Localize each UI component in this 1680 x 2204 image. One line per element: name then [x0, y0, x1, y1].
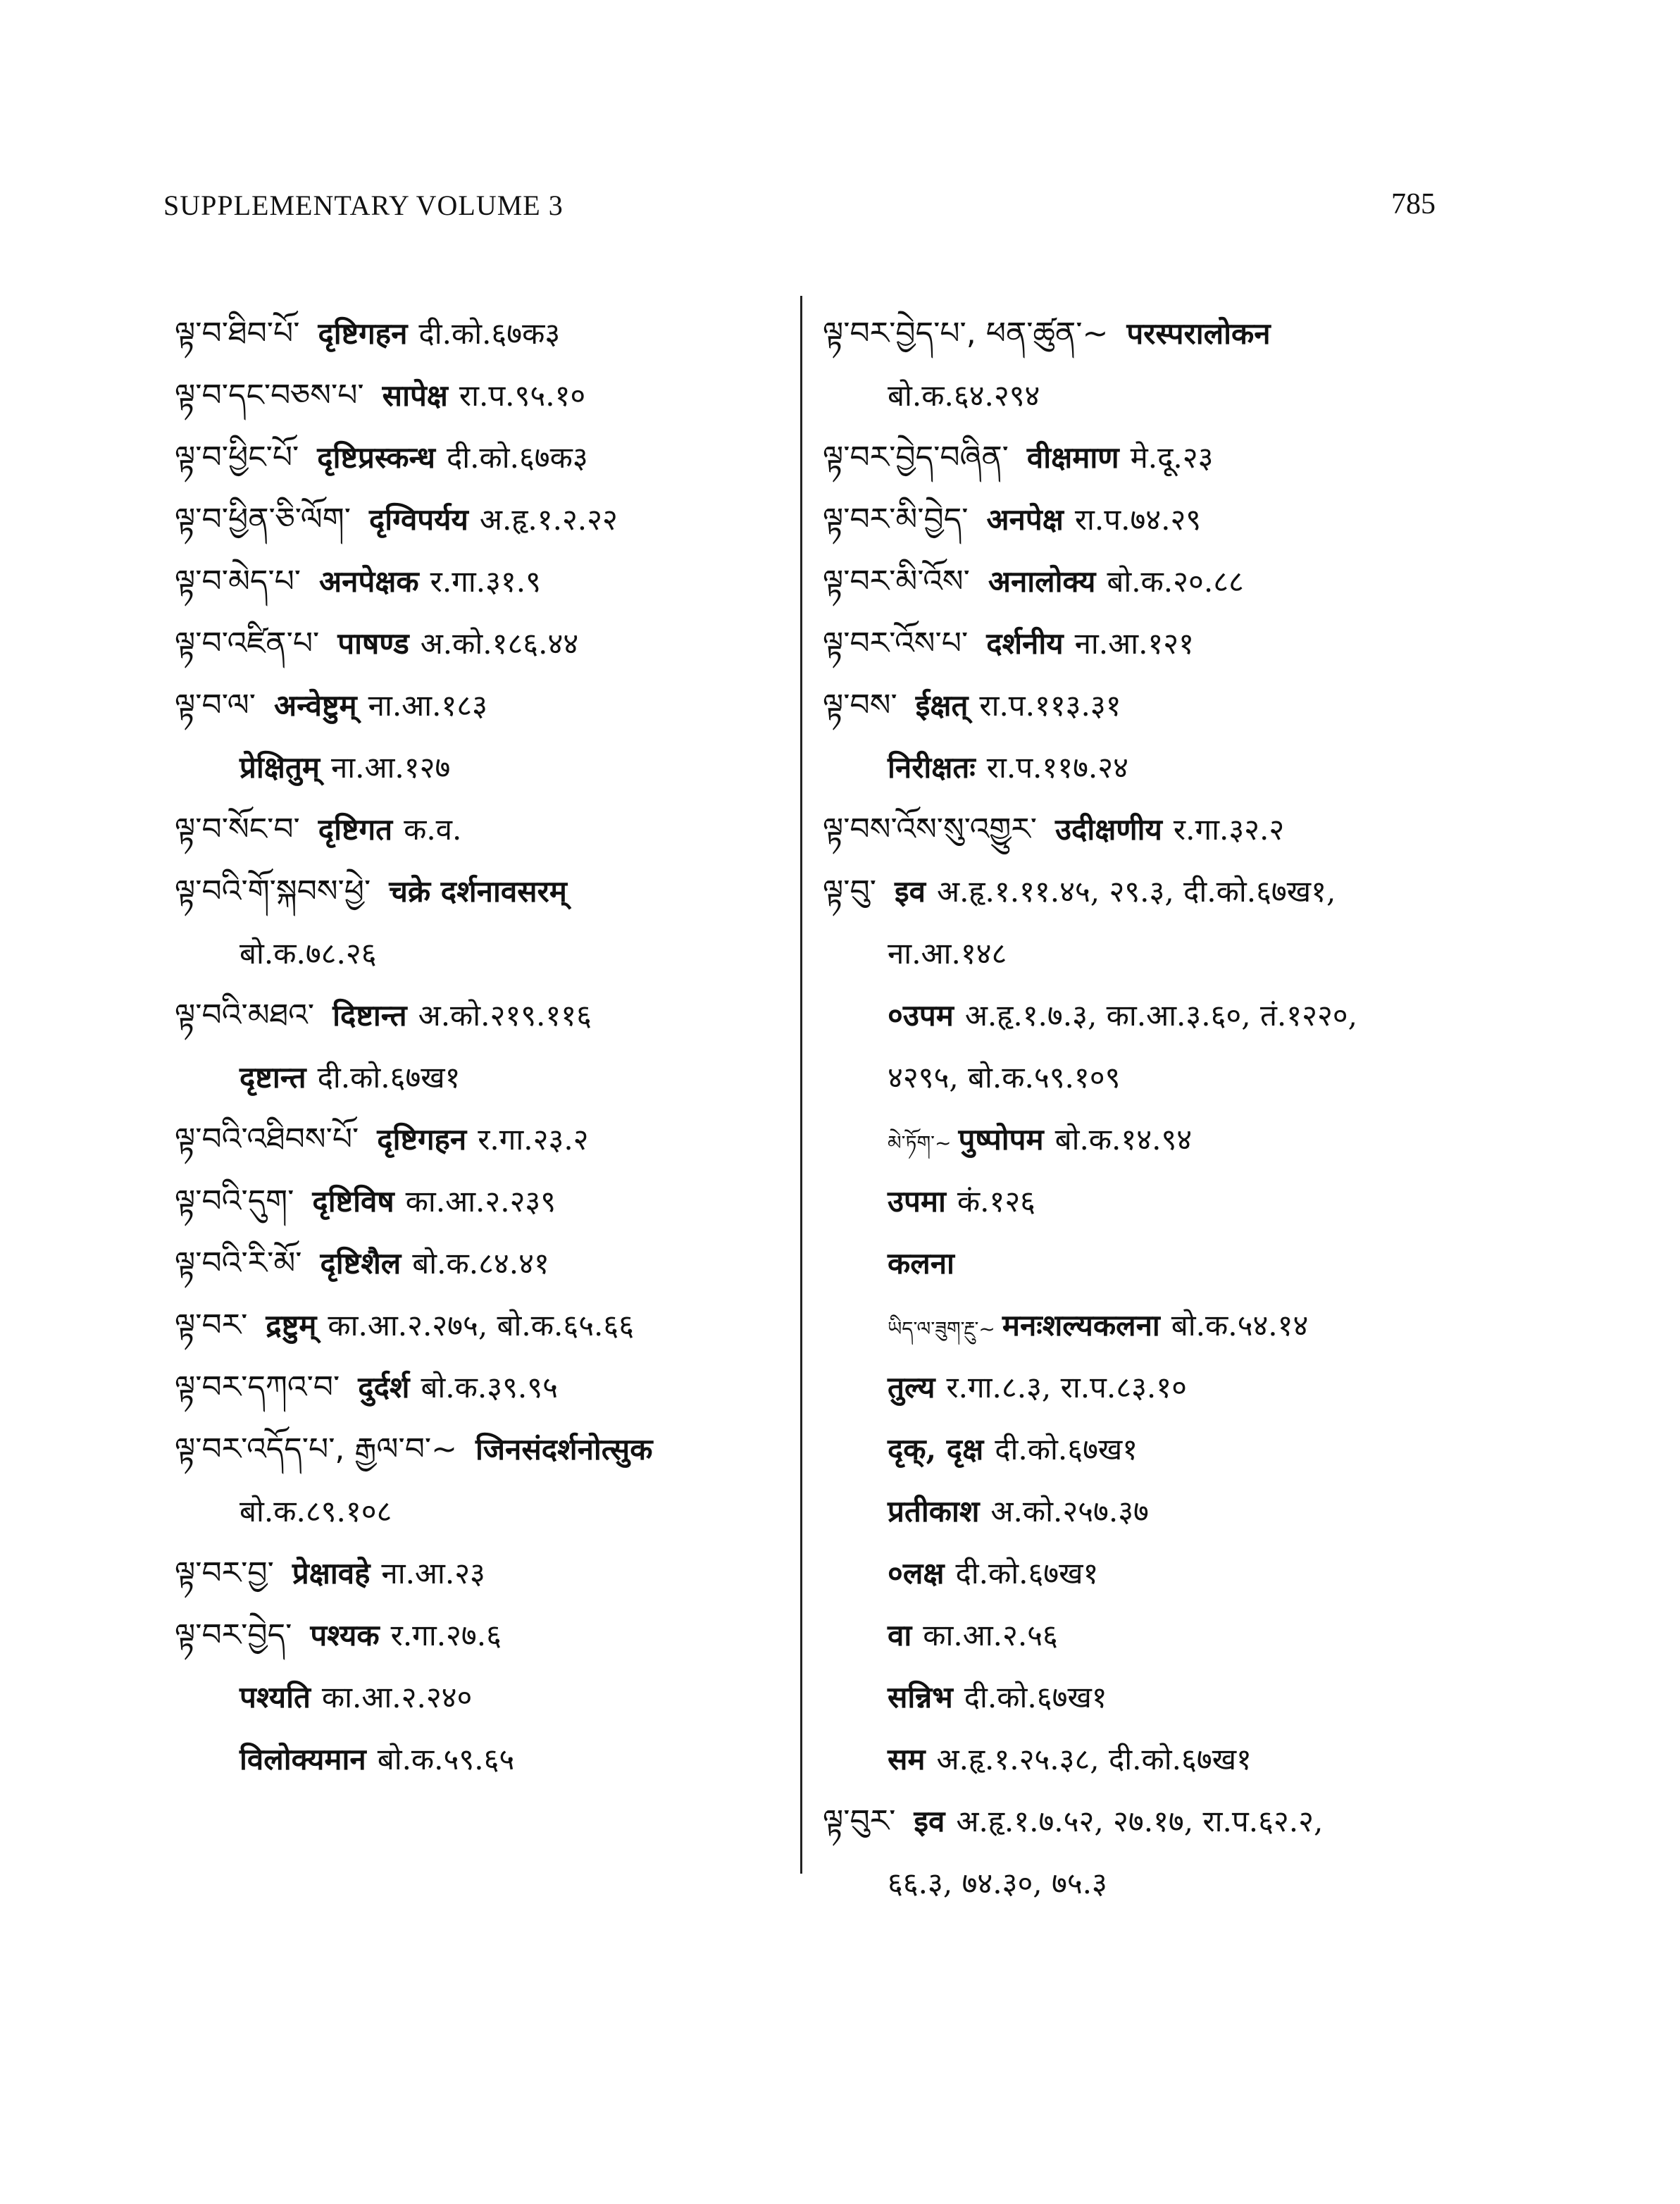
sanskrit-term: इव [914, 1804, 945, 1838]
sanskrit-term: दृष्टिगहन [318, 316, 408, 351]
dictionary-entry [175, 427, 780, 489]
dictionary-entry [823, 1419, 1499, 1481]
source-reference: दी.को.६७क३ [418, 316, 561, 351]
dictionary-entry [823, 1047, 1499, 1109]
sanskrit-term: दर्शनीय [986, 626, 1064, 661]
sanskrit-term: पश्यति [239, 1680, 311, 1714]
sanskrit-term: अनपेक्ष [986, 502, 1064, 537]
sanskrit-term: पश्यक [310, 1618, 380, 1652]
dictionary-entry [823, 427, 1499, 489]
source-reference: का.आ.२.२३९ [405, 1184, 556, 1219]
dictionary-entry [175, 675, 780, 737]
right-column [823, 303, 1499, 1915]
source-reference: बो.क.३९.९५ [421, 1370, 558, 1405]
dictionary-entry [175, 551, 780, 613]
dictionary-entry [823, 1171, 1499, 1233]
sanskrit-term: दृक्, दृक्ष [888, 1432, 984, 1467]
tibetan-headword: ལྟ་བའི་གོ་སྐབས་ཕྱེ་ [175, 873, 371, 909]
sanskrit-term: पुष्पोपम [958, 1122, 1044, 1157]
dictionary-entry [175, 1543, 780, 1605]
tibetan-headword: ལྟ་བའི་མཐའ་ [175, 997, 315, 1033]
dictionary-entry [823, 1481, 1499, 1543]
dictionary-entry [823, 303, 1499, 365]
dictionary-entry [823, 1667, 1499, 1729]
dictionary-entry [175, 737, 780, 799]
dictionary-entry [823, 985, 1499, 1047]
tibetan-headword: ལྟ་བར་བྱེད་པ་, ཕན་ཚུན་~ [823, 316, 1109, 351]
sanskrit-term: वीक्षमाण [1026, 440, 1119, 475]
sanskrit-term: तुल्य [888, 1370, 935, 1405]
tibetan-headword: ལྟ་བར་འདོད་པ་, རྒྱལ་བ་~ [175, 1431, 457, 1467]
dictionary-entry [823, 1543, 1499, 1605]
tibetan-headword: ལྟ་བུར་ [823, 1803, 896, 1839]
source-reference: र.गा.८.३, रा.प.८३.१० [946, 1370, 1187, 1405]
source-reference: ना.आ.१२१ [1074, 626, 1194, 661]
source-reference: मे.दू.२३ [1130, 440, 1214, 475]
dictionary-entry [823, 1233, 1499, 1295]
source-reference: अ.हृ.१.२५.३८, दी.को.६७ख१ [936, 1742, 1252, 1776]
sanskrit-term: दिष्टान्त [332, 998, 407, 1033]
source-reference: र.गा.३२.२ [1173, 812, 1285, 847]
dictionary-entry [175, 1233, 780, 1295]
dictionary-entry [823, 1729, 1499, 1791]
source-reference: ना.आ.१४८ [888, 936, 1007, 971]
sanskrit-term: दुर्दर्श [358, 1370, 410, 1405]
dictionary-entry [175, 1047, 780, 1109]
sanskrit-term: वा [888, 1618, 912, 1652]
sanskrit-term: दृष्टिशैल [320, 1246, 402, 1281]
tibetan-headword: ལྟ་བ་ཕྱིན་ཅི་ལོག་ [175, 502, 351, 537]
source-reference: र.गा.३१.९ [430, 564, 541, 599]
dictionary-entry [175, 1419, 780, 1481]
dictionary-entry [175, 613, 780, 675]
source-reference: दी.को.६७ख१ [964, 1680, 1107, 1714]
running-header: SUPPLEMENTARY VOLUME 3 [163, 189, 564, 221]
dictionary-entry [175, 1605, 780, 1667]
tibetan-headword: ལྟ་བར་འོས་པ་ [823, 625, 969, 661]
source-reference: र.गा.२३.२ [478, 1122, 589, 1157]
source-reference: बो.क.१४.९४ [1054, 1122, 1193, 1157]
source-reference: बो.क.५९.६५ [377, 1742, 515, 1776]
source-reference: ६६.३, ७४.३०, ७५.३ [888, 1866, 1107, 1900]
dictionary-entry [823, 799, 1499, 861]
sanskrit-term: पाषण्ड [337, 626, 409, 661]
source-reference: अ.हृ.१.७.३, का.आ.३.६०, तं.१२२०, [964, 998, 1357, 1033]
tibetan-headword: ལྟ་བ་སོང་བ་ [175, 811, 300, 847]
tibetan-headword: ལྟ་བས་ [823, 687, 897, 723]
dictionary-entry [175, 1171, 780, 1233]
dictionary-entry [823, 675, 1499, 737]
tibetan-headword: ལྟ་བར་བྱེད་ [175, 1617, 292, 1653]
sanskrit-term: सन्निभ [888, 1680, 953, 1714]
dictionary-entry [175, 799, 780, 861]
source-reference: का.आ.२.२७५, बो.क.६५.६६ [328, 1308, 635, 1343]
tibetan-headword: ལྟ་བའི་དུག་ [175, 1183, 294, 1219]
dictionary-entry [175, 1357, 780, 1419]
source-reference: बो.क.६४.२९४ [888, 378, 1040, 413]
source-reference: ना.आ.१२७ [330, 750, 451, 785]
sanskrit-term: ०लक्ष [888, 1556, 945, 1590]
dictionary-entry [175, 985, 780, 1047]
source-reference: रा.प.९५.१० [459, 378, 586, 413]
tibetan-headword: ལྟ་བ་མེད་པ་ [175, 564, 301, 599]
tibetan-headword: ལྟ་བ་ཐིབ་པོ་ [175, 316, 300, 351]
dictionary-entry [175, 1109, 780, 1171]
dictionary-entry [823, 737, 1499, 799]
sanskrit-term: दृष्टिप्रस्कन्ध [317, 440, 435, 475]
tibetan-headword: ལྟ་བར་དཀའ་བ་ [175, 1369, 340, 1405]
dictionary-entry [823, 365, 1499, 427]
dictionary-entry [175, 1481, 780, 1543]
source-reference: कं.१२६ [957, 1184, 1036, 1219]
tibetan-headword: ལྟ་བ་འཛིན་པ་ [175, 625, 320, 661]
sanskrit-term: निरीक्षतः [888, 750, 976, 785]
dictionary-entry [823, 489, 1499, 551]
tibetan-headword: ལྟ་བར་ [175, 1307, 248, 1343]
dictionary-entry [175, 489, 780, 551]
dictionary-entry [823, 613, 1499, 675]
column-divider [800, 296, 802, 1874]
sanskrit-term: ईक्षत् [915, 688, 969, 723]
source-reference: बो.क.५४.१४ [1171, 1308, 1309, 1343]
source-reference: ४२९५, बो.क.५९.१०९ [888, 1060, 1121, 1095]
tibetan-headword: མེ་ཏོག་~ [888, 1131, 952, 1154]
source-reference: ना.आ.१८३ [368, 688, 487, 723]
source-reference: र.गा.२७.६ [390, 1618, 502, 1652]
tibetan-headword: ལྟ་བ་དང་བཅས་པ་ [175, 378, 364, 413]
sanskrit-term: परस्परालोकन [1126, 316, 1271, 351]
sanskrit-term: अन्वेष्टुम् [273, 688, 357, 723]
dictionary-entry [175, 1729, 780, 1791]
tibetan-headword: ལྟ་བར་བྱ་ [175, 1555, 274, 1591]
sanskrit-term: दृष्टिगहन [377, 1122, 467, 1157]
tibetan-headword: ཡིད་ལ་ཟུག་རྔུ་~ [888, 1317, 995, 1340]
dictionary-entry [823, 551, 1499, 613]
source-reference: अ.को.१८६.४४ [420, 626, 579, 661]
source-reference: रा.प.११७.२४ [986, 750, 1128, 785]
source-reference: का.आ.२.२४० [321, 1680, 473, 1714]
sanskrit-term: अनालोक्य [988, 564, 1096, 599]
dictionary-entry [823, 1791, 1499, 1853]
source-reference: दी.को.६७ख१ [955, 1556, 1099, 1590]
sanskrit-term: दृष्टिविष [312, 1184, 394, 1219]
sanskrit-term: चक्रे दर्शनावसरम् [389, 874, 567, 909]
sanskrit-term: इव [895, 874, 926, 909]
sanskrit-term: विलोक्यमान [239, 1742, 366, 1776]
source-reference: अ.को.२१९.११६ [418, 998, 592, 1033]
dictionary-entry [175, 923, 780, 985]
source-reference: बो.क.२०.८८ [1107, 564, 1244, 599]
dictionary-entry [823, 1357, 1499, 1419]
tibetan-headword: ལྟ་བའི་རི་མོ་ [175, 1245, 302, 1281]
source-reference: बो.क.८४.४१ [412, 1246, 549, 1281]
source-reference: दी.को.६७ख१ [317, 1060, 461, 1095]
source-reference: रा.प.११३.३१ [979, 688, 1121, 723]
source-reference: रा.प.७४.२९ [1074, 502, 1202, 537]
source-reference: अ.हृ.१.२.२२ [479, 502, 618, 537]
tibetan-headword: ལྟ་བ་ཕྱིང་པོ་ [175, 440, 299, 475]
sanskrit-term: अनपेक्षक [319, 564, 419, 599]
dictionary-entry [823, 1605, 1499, 1667]
dictionary-entry [175, 365, 780, 427]
tibetan-headword: ལྟ་བུ་ [823, 873, 876, 909]
source-reference: बो.क.७८.२६ [239, 936, 377, 971]
source-reference: दी.को.६७क३ [446, 440, 588, 475]
left-column [175, 303, 780, 1791]
dictionary-entry [823, 1109, 1499, 1171]
sanskrit-term: प्रेक्षितुम् [239, 750, 320, 785]
tibetan-headword: ལྟ་བར་མི་འོས་ [823, 564, 970, 599]
source-reference: बो.क.८९.१०८ [239, 1494, 392, 1529]
sanskrit-term: ०उपम [888, 998, 954, 1033]
source-reference: ना.आ.२३ [381, 1556, 485, 1590]
source-reference: अ.हृ.१.७.५२, २७.१७, रा.प.६२.२, [956, 1804, 1324, 1838]
sanskrit-term: उदीक्षणीय [1055, 812, 1162, 847]
tibetan-headword: ལྟ་བས་འོས་སུ་འགྱུར་ [823, 811, 1037, 847]
sanskrit-term: प्रेक्षावहे [292, 1556, 371, 1590]
sanskrit-term: प्रतीकाश [888, 1494, 980, 1529]
dictionary-entry [175, 1295, 780, 1357]
sanskrit-term: कलना [888, 1246, 954, 1281]
sanskrit-term: दृष्टिगत [318, 812, 393, 847]
tibetan-headword: ལྟ་བར་མི་བྱེད་ [823, 502, 969, 537]
tibetan-headword: ལྟ་བར་བྱེད་བཞིན་ [823, 440, 1009, 475]
source-reference: अ.हृ.१.११.४५, २९.३, दी.को.६७ख१, [936, 874, 1336, 909]
source-reference: दी.को.६७ख१ [995, 1432, 1138, 1467]
dictionary-entry [823, 1853, 1499, 1915]
sanskrit-term: सापेक्ष [382, 378, 448, 413]
source-reference: का.आ.२.५६ [923, 1618, 1058, 1652]
dictionary-entry [823, 923, 1499, 985]
sanskrit-term: दृष्टान्त [239, 1060, 306, 1095]
dictionary-entry [175, 861, 780, 923]
dictionary-entry [823, 861, 1499, 923]
sanskrit-term: मनःशल्यकलना [1002, 1308, 1160, 1343]
tibetan-headword: ལྟ་བའི་འཐིབས་པོ་ [175, 1121, 359, 1157]
dictionary-entry [175, 303, 780, 365]
dictionary-entry [823, 1295, 1499, 1357]
page-number: 785 [1391, 188, 1436, 220]
sanskrit-term: जिनसंदर्शनोत्सुक [475, 1432, 653, 1467]
sanskrit-term: उपमा [888, 1184, 946, 1219]
sanskrit-term: सम [888, 1742, 926, 1776]
source-reference: क.व. [404, 812, 462, 847]
source-reference: अ.को.२५७.३७ [990, 1494, 1149, 1529]
sanskrit-term: द्रष्टुम् [266, 1308, 317, 1343]
sanskrit-term: दृग्विपर्यय [368, 502, 468, 537]
dictionary-entry [175, 1667, 780, 1729]
tibetan-headword: ལྟ་བ་ལ་ [175, 687, 256, 723]
